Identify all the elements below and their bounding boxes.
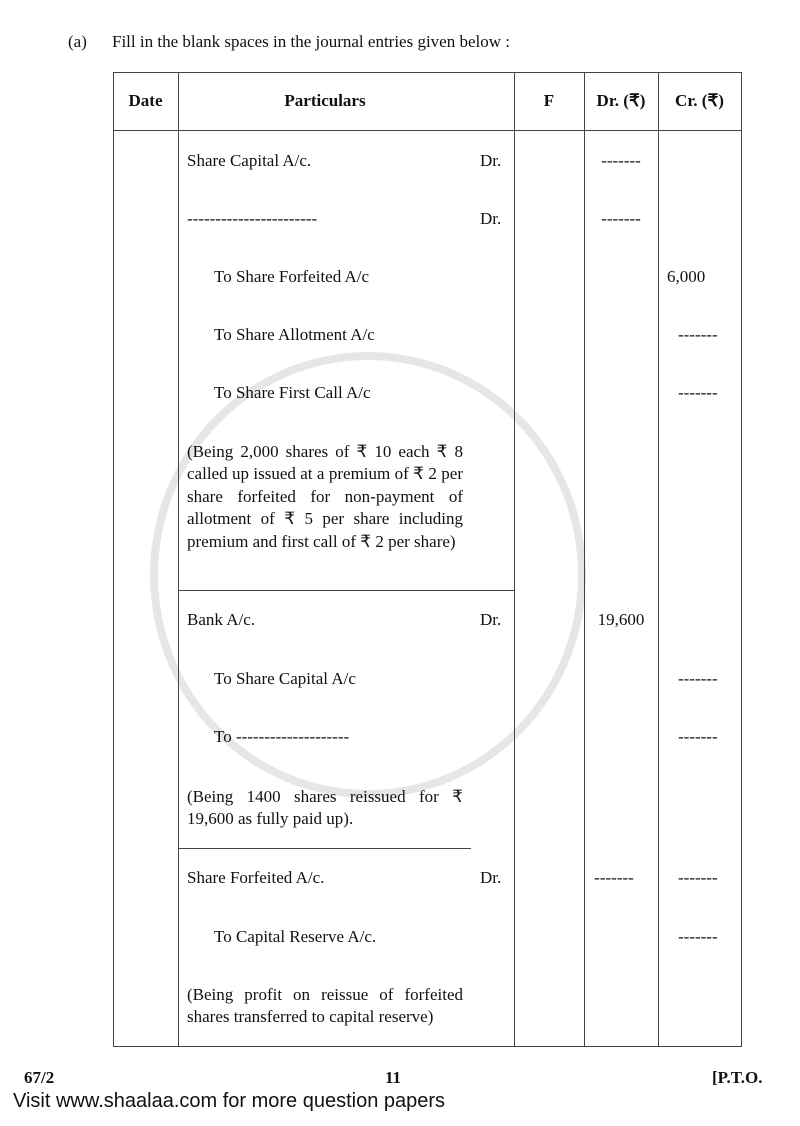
entry2-narration: (Being 1400 shares reissued for ₹ 19,600 as fully paid up). [187,787,463,829]
visit-link[interactable]: Visit www.shaalaa.com for more question papers [13,1090,446,1112]
entry3-line1-credit: ------- [678,868,718,887]
column-divider [178,72,179,1047]
entry1-line1-debit: ------- [601,151,641,170]
entry3-line2: To Capital Reserve A/c. [214,927,377,946]
question-text: Fill in the blank spaces in the journal entries given below : [112,32,510,51]
header-folio: F [543,91,555,110]
entry1-line2: ----------------------- [187,209,318,228]
entry1-line1-dr: Dr. [480,151,502,170]
header-divider [113,130,742,131]
question-label: (a) [68,32,87,51]
entry1-line3: To Share Forfeited A/c [214,267,370,286]
entry-divider [178,848,471,849]
entry3-line2-credit: ------- [678,927,718,946]
header-particulars: Particulars [284,91,366,110]
entry2-line2-credit: ------- [678,669,718,688]
column-divider [741,72,742,1047]
entry2-line1: Bank A/c. [187,610,255,629]
header-credit: Cr. (₹) [675,91,724,110]
entry-divider [178,590,514,591]
entry1-line2-dr: Dr. [480,209,502,228]
entry3-line1-dr: Dr. [480,868,502,887]
entry3-line1: Share Forfeited A/c. [187,868,325,887]
entry1-line5-credit: ------- [678,383,718,402]
column-divider [113,72,114,1047]
entry2-line2: To Share Capital A/c [214,669,356,688]
entry2-line1-debit: 19,600 [597,610,645,629]
entry1-line2-debit: ------- [601,209,641,228]
pto-label: [P.T.O. [712,1068,763,1087]
column-divider [514,72,515,1047]
entry2-line3: To -------------------- [214,727,350,746]
table-border-bottom [113,1046,742,1047]
header-date: Date [128,91,163,110]
entry1-line1: Share Capital A/c. [187,151,312,170]
entry1-line3-credit: 6,000 [667,267,706,286]
entry3-narration: (Being profit on reissue of forfeited shares transferred to capital reserve) [187,985,463,1027]
entry3-line1-debit: ------- [594,868,634,887]
paper-code: 67/2 [24,1068,55,1087]
header-debit: Dr. (₹) [596,91,646,110]
page-number: 11 [385,1068,402,1087]
entry1-line4: To Share Allotment A/c [214,325,375,344]
entry1-line5: To Share First Call A/c [214,383,371,402]
entry1-line4-credit: ------- [678,325,718,344]
entry2-line1-dr: Dr. [480,610,502,629]
entry2-line3-credit: ------- [678,727,718,746]
column-divider [658,72,659,1047]
entry1-narration: (Being 2,000 shares of ₹ 10 each ₹ 8 called up issued at a premium of ₹ 2 per share forfeited for non-payment of allotment of ₹ 5 per share including premium and first call of ₹ 2 per share) [187,442,463,551]
